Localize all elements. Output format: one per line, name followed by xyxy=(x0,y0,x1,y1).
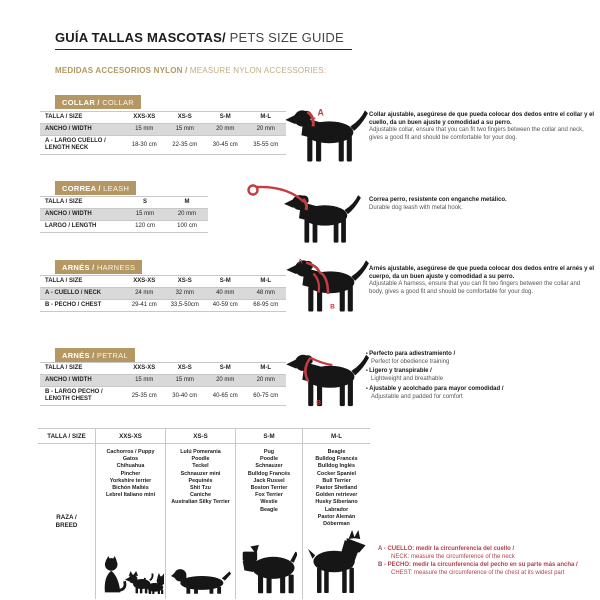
breed-item: Fox Terrier xyxy=(255,492,283,499)
cell: 100 cm xyxy=(166,221,208,233)
footnote-b-es: B - PECHO: medir la circunferencia del pecho en su parte más ancha / xyxy=(378,562,578,568)
breeds-row-label xyxy=(38,444,95,599)
harness-section-badge xyxy=(55,260,142,274)
collar-note-es: Collar ajustable, asegúrese de que pueda colocar dos dedos entre el collar y el cuello, da un buen ajuste y comodidad a su perro. xyxy=(369,112,595,126)
row-label xyxy=(40,136,124,155)
breeds-cell-xs-s xyxy=(165,444,235,599)
row-label: ANCHO / WIDTH xyxy=(40,124,124,136)
header-cell: TALLA / SIZE xyxy=(40,276,124,288)
cell: 20 mm xyxy=(246,375,287,387)
subtitle-en: MEASURE NYLON ACCESSORIES: xyxy=(189,66,327,75)
breed-item: Bulldog Inglés xyxy=(317,463,356,470)
header-cell: XS-S xyxy=(165,112,206,124)
breeds-cell-xxs-xs xyxy=(95,444,165,599)
title-es: GUÍA TALLAS MASCOTAS/ xyxy=(55,30,226,45)
leash-dog-illustration xyxy=(243,178,363,250)
breeds-header-cell: XS-S xyxy=(165,429,235,444)
cell: 48 mm xyxy=(246,288,287,300)
cell: 25-35 cm xyxy=(124,387,165,406)
breeds-cell-s-m xyxy=(235,444,302,599)
petral-section-badge xyxy=(55,348,135,362)
subtitle-es: MEDIDAS ACCESORIOS NYLON / xyxy=(55,66,190,75)
petral-size-table xyxy=(40,362,286,406)
collar-size-table xyxy=(40,111,286,155)
table-row xyxy=(40,276,286,288)
harness-note xyxy=(369,266,596,297)
collar-note-en: Adjustable collar, ensure that you can fit two fingers between the collar and neck, gives a good fit and should be comfortable for your dog. xyxy=(369,127,584,142)
breed-item: Australian Silky Terrier xyxy=(171,499,230,506)
table-row xyxy=(40,221,208,233)
harness-marker-b: B xyxy=(330,303,335,311)
doberman-silhouette xyxy=(308,530,366,594)
measurement-footnotes xyxy=(378,545,596,577)
row-label-line1: B - LARGO PECHO / xyxy=(45,389,103,395)
cell: 35-55 cm xyxy=(246,136,287,155)
header-cell: TALLA / SIZE xyxy=(40,112,124,124)
breed-item: Schnauzer mini xyxy=(180,470,221,477)
cell: 29-41 cm xyxy=(124,300,165,312)
header-cell: M-L xyxy=(246,363,287,375)
breed-item: Beagle xyxy=(260,506,278,513)
cell: 30-45 cm xyxy=(205,136,246,155)
row-label-line2: LENGTH CHEST xyxy=(45,396,92,402)
collar-marker-a: A xyxy=(317,107,324,118)
breed-item: Poodle xyxy=(191,456,210,463)
breeds-row-label-line2: BREED xyxy=(55,521,78,529)
cell: 33,5-50cm xyxy=(165,300,206,312)
collar-dog-illustration xyxy=(283,106,371,163)
breed-list xyxy=(106,449,155,499)
bullet-item xyxy=(366,368,594,383)
leash-note-en: Durable dog leash with metal hook. xyxy=(369,204,463,211)
cell: 40-65 cm xyxy=(205,387,246,406)
breeds-header-cell: M-L xyxy=(302,429,370,444)
breed-item: Beagle xyxy=(327,449,346,455)
petral-badge-en: PETRAL xyxy=(94,351,128,360)
breed-item: Pincher xyxy=(120,470,141,477)
breed-item: Caniche xyxy=(190,492,211,499)
breed-item: Poodle xyxy=(260,456,278,463)
bullet-es: • Ligero y transpirable / xyxy=(366,368,594,376)
breed-item: Bulldog Francés xyxy=(315,456,358,463)
cell: 24 mm xyxy=(124,288,165,300)
breed-item: Bichón Maltés xyxy=(112,485,149,492)
bullet-item xyxy=(366,386,594,401)
breed-item: Golden retriever xyxy=(315,492,358,499)
cell: 40-59 cm xyxy=(205,300,246,312)
breed-item: Lebrel Italiano mini xyxy=(105,492,156,499)
leash-section-badge xyxy=(55,181,136,195)
header-cell: M-L xyxy=(246,112,287,124)
breed-item: Cocker Spaniel xyxy=(317,470,356,477)
breeds-header-cell: TALLA / SIZE xyxy=(38,429,95,444)
cell: 15 mm xyxy=(124,124,165,136)
table-row xyxy=(40,375,286,387)
table-row xyxy=(40,197,208,209)
breed-item: Lulú Pomerania xyxy=(180,449,221,455)
petral-badge-es: ARNÉS / xyxy=(62,351,95,360)
breed-item: Westie xyxy=(260,499,278,506)
breed-item: Pastor Alemán xyxy=(317,513,356,520)
bullet-en: Lightweight and breathable xyxy=(371,376,444,383)
header-cell: M-L xyxy=(246,276,287,288)
harness-size-table xyxy=(40,275,286,312)
row-label: B - PECHO / CHEST xyxy=(40,300,124,312)
bullet-es: • Perfecto para adiestramiento / xyxy=(366,351,594,359)
page-subtitle xyxy=(55,66,326,75)
breed-item: Pastor Shetland xyxy=(315,485,358,492)
header-cell: S xyxy=(124,197,166,209)
harness-note-es: Arnés ajustable, asegúrese de que pueda colocar dos dedos entre el arnés y el cuerpo, da un buen ajuste y comodidad a su perro. xyxy=(369,266,595,280)
table-row xyxy=(40,300,286,312)
row-label-line1: A - LARGO CUELLO / xyxy=(45,138,106,144)
header-cell: XS-S xyxy=(165,363,206,375)
breeds-header-cell: XXS-XS xyxy=(95,429,165,444)
table-row xyxy=(40,124,286,136)
harness-marker-a: A xyxy=(298,258,303,266)
row-label: ANCHO / WIDTH xyxy=(40,375,124,387)
header-cell: S-M xyxy=(205,276,246,288)
cell: 60-75 cm xyxy=(246,387,287,406)
footnote-a-es: A - CUELLO: medir la circunferencia del cuello / xyxy=(378,546,515,552)
breed-item: Shit Tzu xyxy=(190,485,211,492)
bullet-en: Adjustable and padded for comfort xyxy=(371,393,463,400)
header-cell: XXS-XS xyxy=(124,363,165,375)
leash-size-table xyxy=(40,196,208,233)
table-row xyxy=(40,112,286,124)
breed-list xyxy=(171,449,230,507)
breed-list xyxy=(248,449,290,514)
breed-item: Gatos xyxy=(122,456,139,463)
breed-list xyxy=(315,449,357,528)
leash-note xyxy=(369,197,596,212)
breed-item: Dóberman xyxy=(323,521,350,528)
header-cell: XXS-XS xyxy=(124,112,165,124)
row-label: ANCHO / WIDTH xyxy=(40,209,124,221)
cell: 15 mm xyxy=(124,209,166,221)
cell: 20 mm xyxy=(205,124,246,136)
row-label: A - CUELLO / NECK xyxy=(40,288,124,300)
table-row xyxy=(40,288,286,300)
breed-item: Schnauzer xyxy=(255,463,283,470)
header-cell: XS-S xyxy=(165,276,206,288)
header-cell: TALLA / SIZE xyxy=(40,197,124,209)
breed-item: Pug xyxy=(263,449,275,455)
petral-marker-b: B xyxy=(316,399,322,407)
header-cell: M xyxy=(166,197,208,209)
petral-bullets xyxy=(366,351,594,403)
harness-badge-es: ARNÉS / xyxy=(62,263,95,272)
breeds-table xyxy=(38,428,370,599)
cell: 32 mm xyxy=(165,288,206,300)
breed-item: Jack Russel xyxy=(253,477,285,484)
row-label: LARGO / LENGTH xyxy=(40,221,124,233)
table-row xyxy=(40,136,286,155)
header-cell: XXS-XS xyxy=(124,276,165,288)
breed-item: Husky Siberiano xyxy=(315,499,358,506)
cell: 15 mm xyxy=(165,124,206,136)
cell: 18-30 cm xyxy=(124,136,165,155)
cell: 20 mm xyxy=(246,124,287,136)
breed-item: Bulldog Francés xyxy=(247,470,291,477)
breed-item: Cachorros / Puppy xyxy=(106,449,155,455)
breed-item: Chihuahua xyxy=(116,463,145,470)
table-row xyxy=(40,387,286,406)
title-en: PETS SIZE GUIDE xyxy=(225,30,344,45)
cell: 40 mm xyxy=(205,288,246,300)
collar-note xyxy=(369,112,596,143)
page-title xyxy=(55,30,352,50)
row-label xyxy=(40,387,124,406)
cell: 68-95 cm xyxy=(246,300,287,312)
leash-note-es: Correa perro, resistente con enganche metálico. xyxy=(369,197,507,203)
breeds-row-label-line1: RAZA / xyxy=(56,513,77,521)
breed-item: Teckel xyxy=(192,463,209,470)
collar-badge-es: COLLAR / xyxy=(62,98,100,107)
harness-dog-illustration xyxy=(284,256,372,313)
collar-section-badge xyxy=(55,95,141,109)
breed-item: Labrador xyxy=(324,506,349,513)
collar-badge-en: COLLAR xyxy=(99,98,135,107)
cell: 20 mm xyxy=(205,375,246,387)
table-row xyxy=(40,209,208,221)
leash-badge-en: LEASH xyxy=(100,184,130,193)
header-cell: S-M xyxy=(205,112,246,124)
breed-item: Yorkshire terrier xyxy=(109,477,152,484)
header-cell: TALLA / SIZE xyxy=(40,363,124,375)
dachshund-silhouette xyxy=(171,566,231,594)
footnote-a-en: NECK: measure the circumference of the neck xyxy=(391,554,515,560)
cell: 15 mm xyxy=(124,375,165,387)
header-cell: S-M xyxy=(205,363,246,375)
cell: 20 mm xyxy=(166,209,208,221)
schnauzer-silhouette xyxy=(241,544,297,594)
breeds-header-cell: S-M xyxy=(235,429,302,444)
table-row xyxy=(40,363,286,375)
harness-badge-en: HARNESS xyxy=(94,263,136,272)
small-pets-silhouettes xyxy=(98,554,164,594)
breed-item: Pequinés xyxy=(188,477,213,484)
bullet-en: Perfect for obedience training xyxy=(371,358,450,365)
bullet-item xyxy=(366,351,594,366)
breeds-cell-m-l xyxy=(302,444,370,599)
breed-item: Bull Terrier xyxy=(322,477,351,484)
bullet-es: • Ajustable y acolchado para mayor comodidad / xyxy=(366,386,594,394)
petral-dog-illustration xyxy=(284,349,372,409)
cell: 120 cm xyxy=(124,221,166,233)
row-label-line2: LENGTH NECK xyxy=(45,145,89,151)
cell: 15 mm xyxy=(165,375,206,387)
cell: 30-40 cm xyxy=(165,387,206,406)
harness-note-en: Adjustable A harness, ensure that you can fit two fingers between the collar and body, gives a good fit and should be comfortable for your dog. xyxy=(369,281,581,296)
breed-item: Boston Terrier xyxy=(250,485,288,492)
cell: 22-35 cm xyxy=(165,136,206,155)
footnote-b-en: CHEST: measure the circumference of the chest at its widest part xyxy=(391,570,565,576)
leash-badge-es: CORREA / xyxy=(62,184,101,193)
sitting-cat-silhouette xyxy=(104,556,124,592)
